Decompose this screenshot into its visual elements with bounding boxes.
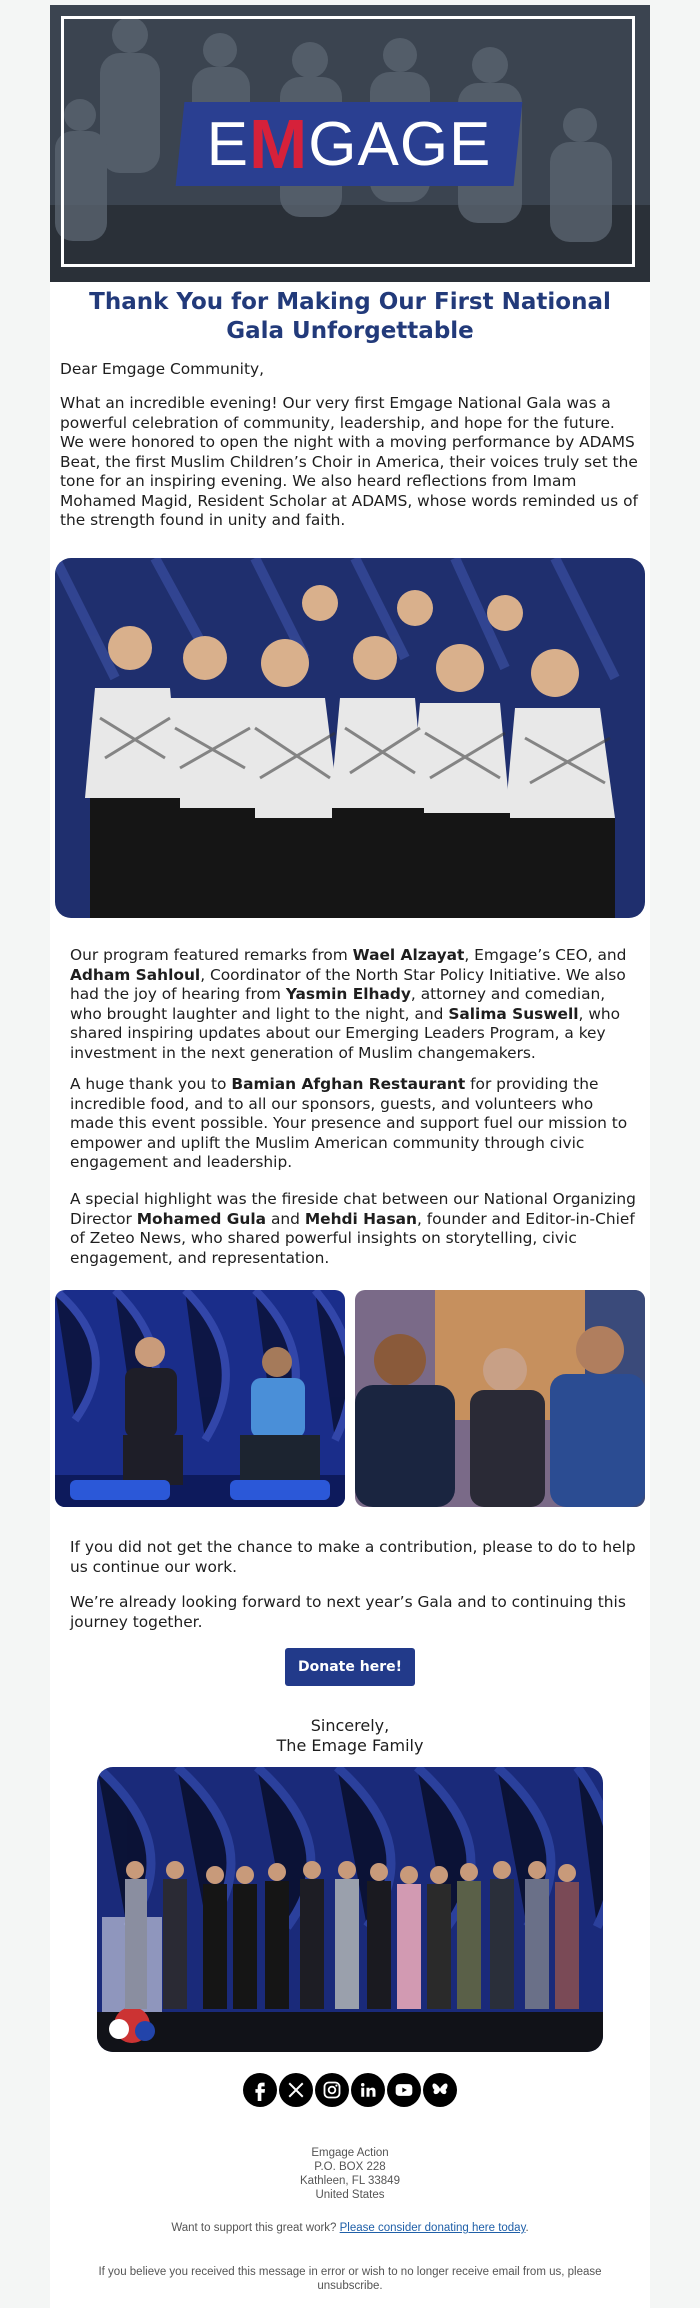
contribution-paragraph: If you did not get the chance to make a contribution, please to do to help us continue our work. (70, 1538, 636, 1576)
footer-address-line2: Kathleen, FL 33849 (300, 2175, 400, 2187)
thanks-paragraph: A huge thank you to Bamian Afghan Restaurant for providing the incredible food, and to all our sponsors, guests, and volunteers who made this event possible. Your presence and support fuel our mission to empower and uplift the Muslim American community through civic engagement and leadership. (70, 1075, 628, 1171)
fireside-paragraph: A special highlight was the fireside chat between our National Organizing Director Mohamed Gula and Mehdi Hasan, founder and Editor-in-Chief of Zeteo News, who shared powerful insights on storytelling, civic engagement, and representation. (70, 1190, 636, 1267)
email-body (50, 5, 650, 2308)
program-paragraph: Our program featured remarks from Wael Alzayat, Emgage’s CEO, and Adham Sahloul, Coordinator of the North Star Policy Initiative. We also had the joy of hearing from Yasmin Elhady, attorney and comedian, who brought laughter and light to the night, and Salima Suswell, who shared inspiring updates about our Emerging Leaders Program, a key investment in the next generation of Muslim changemakers. (70, 946, 627, 1062)
footer-address-line1: P.O. BOX 228 (314, 2161, 386, 2173)
page-title: Thank You for Making Our First National Gala Unforgettable (89, 289, 611, 344)
footer-unsubscribe[interactable]: If you believe you received this message in error or wish to no longer receive email from us, please unsubscribe. (98, 2266, 602, 2292)
guests-photo (355, 1290, 645, 1507)
looking-forward-paragraph: We’re already looking forward to next year’s Gala and to continuing this journey together. (70, 1593, 626, 1631)
signoff-sincerely: Sincerely, (310, 1716, 390, 1735)
x-icon[interactable] (279, 2073, 313, 2107)
footer-support: Want to support this great work? Please consider donating here today. (171, 2222, 529, 2234)
choir-photo (55, 558, 645, 918)
donate-button[interactable]: Donate here! (285, 1648, 415, 1686)
group-photo (97, 1767, 603, 2052)
instagram-icon[interactable] (315, 2073, 349, 2107)
donate-link[interactable]: Please consider donating here today (339, 2222, 526, 2234)
greeting: Dear Emgage Community, (60, 360, 264, 378)
emgage-logo[interactable]: E M GAGE (206, 105, 492, 183)
hero-banner (50, 5, 650, 282)
fireside-chat-photo (55, 1290, 345, 1507)
bluesky-icon[interactable] (423, 2073, 457, 2107)
facebook-icon[interactable] (243, 2073, 277, 2107)
signoff-family: The Emage Family (276, 1736, 424, 1755)
intro-paragraph: What an incredible evening! Our very first Emgage National Gala was a powerful celebration of community, leadership, and hope for the future. We were honored to open the night with a moving performance by ADAMS Beat, the first Muslim Children’s Choir in America, their voices truly set the tone for an inspiring evening. We also heard reflections from Imam Mohamed Magid, Resident Scholar at ADAMS, whose words reminded us of the strength found in unity and faith. (60, 394, 638, 529)
footer-country: United States (315, 2189, 385, 2201)
linkedin-icon[interactable] (351, 2073, 385, 2107)
social-links (243, 2073, 457, 2109)
youtube-icon[interactable] (387, 2073, 421, 2107)
footer-org-name: Emgage Action (311, 2147, 389, 2159)
